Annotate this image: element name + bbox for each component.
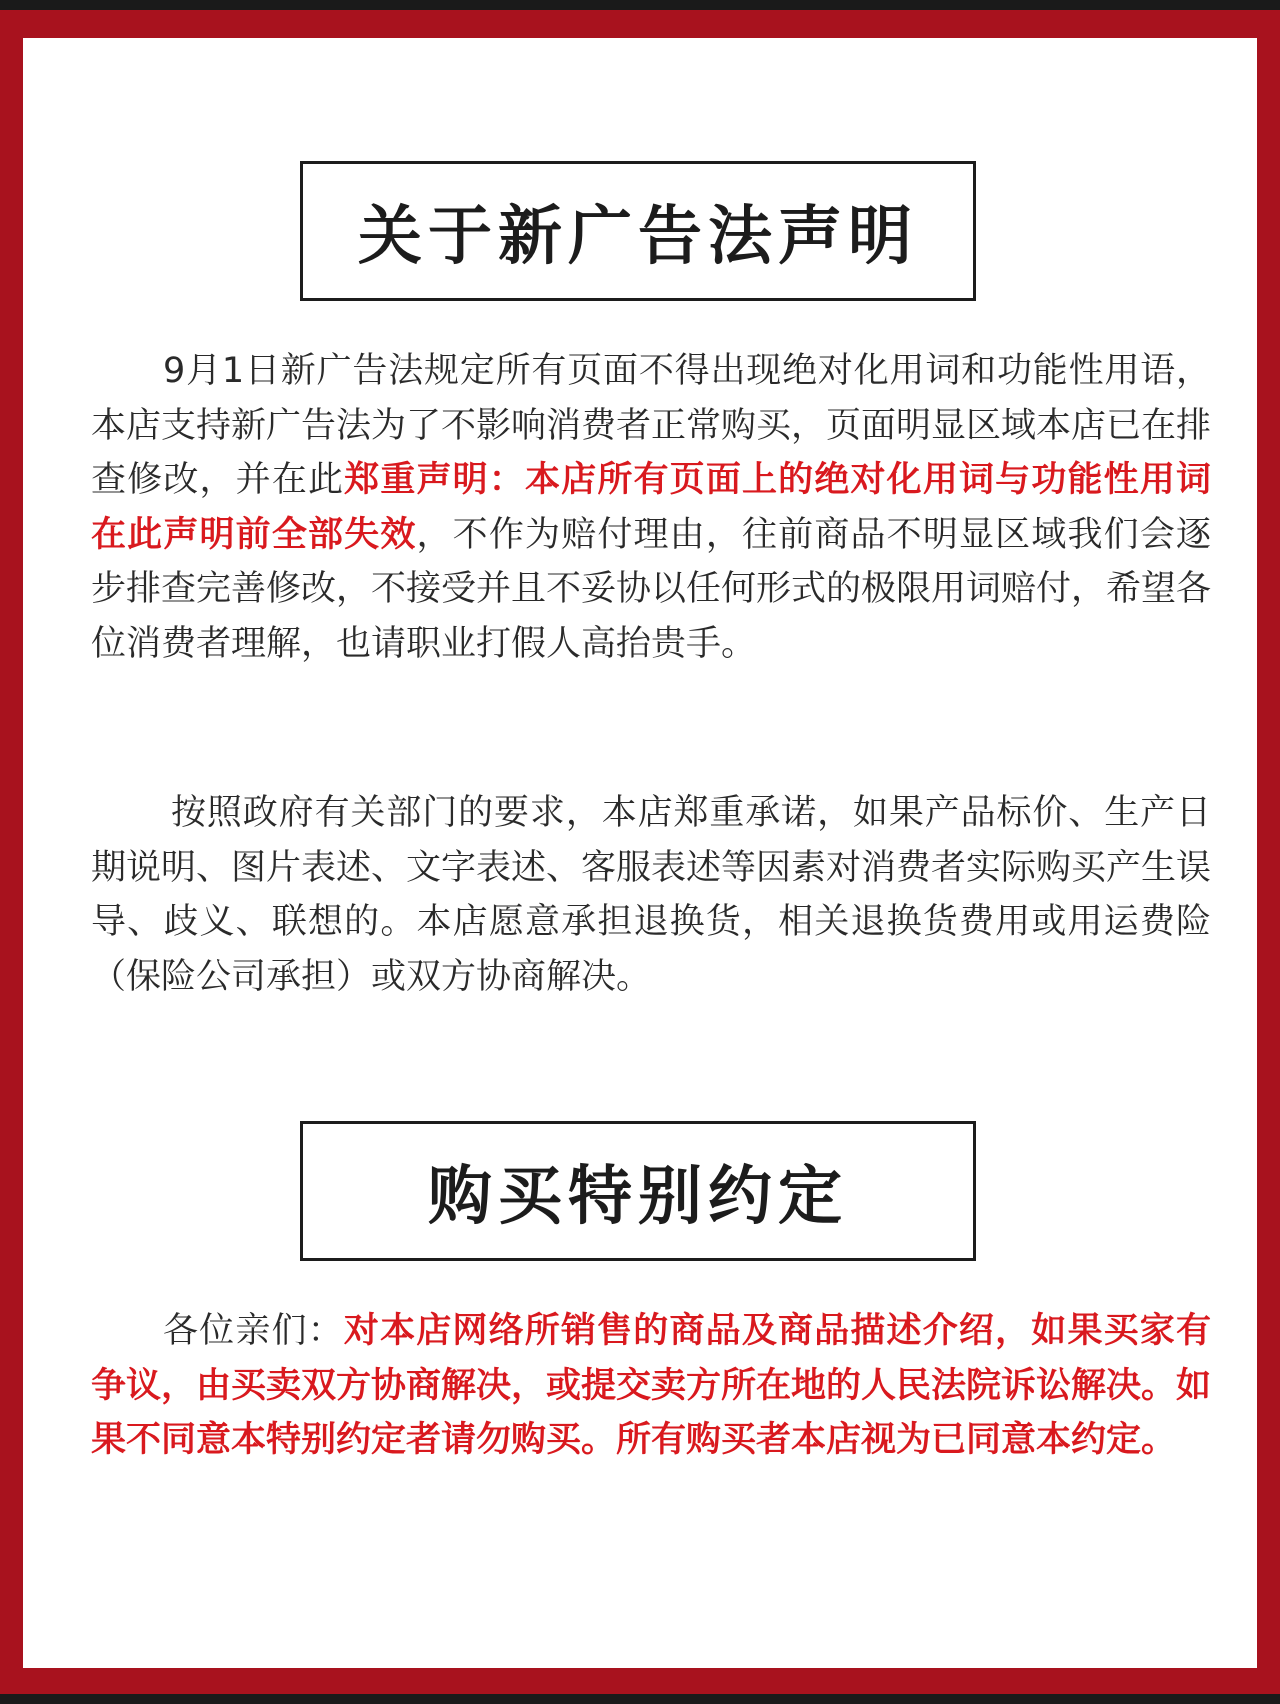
ad-law-title: 关于新广告法声明 <box>358 200 918 274</box>
purchase-agreement-paragraph <box>91 1304 1211 1468</box>
bottom-edge-strip <box>0 1694 1280 1704</box>
refund-commitment-paragraph: 按照政府有关部门的要求，本店郑重承诺，如果产品标价、生产日期说明、图片表述、文字表述、客服表述等因素对消费者实际购买产生误导、歧义、联想的。本店愿意承担退换货，相关退换货费用或用运费险（保险公司承担）或双方协商解决。 <box>91 793 1212 997</box>
purchase-agreement-highlight: 对本店网络所销售的商品及商品描述介绍，如果买家有争议，由买卖双方协商解决，或提交卖方所在地的人民法院诉讼解决。如果不同意本特别约定者请勿购买。所有购买者本店视为已同意本约定。 <box>91 1311 1212 1460</box>
purchase-agreement-title: 购买特别约定 <box>428 1160 848 1234</box>
notice-paper <box>23 38 1257 1668</box>
ad-law-statement-paragraph <box>91 344 1211 671</box>
top-edge-strip <box>0 0 1280 10</box>
ad-law-title-box <box>300 161 976 301</box>
ad-law-statement-highlight: 郑重声明：本店所有页面上的绝对化用词与功能性用词在此声明前全部失效 <box>91 460 1211 555</box>
purchase-agreement-title-box <box>300 1121 976 1261</box>
ad-law-statement-text: 9月1日新广告法规定所有页面不得出现绝对化用词和功能性用语，本店支持新广告法为了不影响消费者正常购买，页面明显区域本店已在排查修改，并在此 <box>91 351 1212 500</box>
ad-law-statement-text-cont: ，不作为赔付理由，往前商品不明显区域我们会逐步排查完善修改，不接受并且不妥协以任何形式的极限用词赔付，希望各位消费者理解，也请职业打假人高抬贵手。 <box>91 514 1212 664</box>
purchase-agreement-greeting: 各位亲们： <box>163 1311 344 1351</box>
